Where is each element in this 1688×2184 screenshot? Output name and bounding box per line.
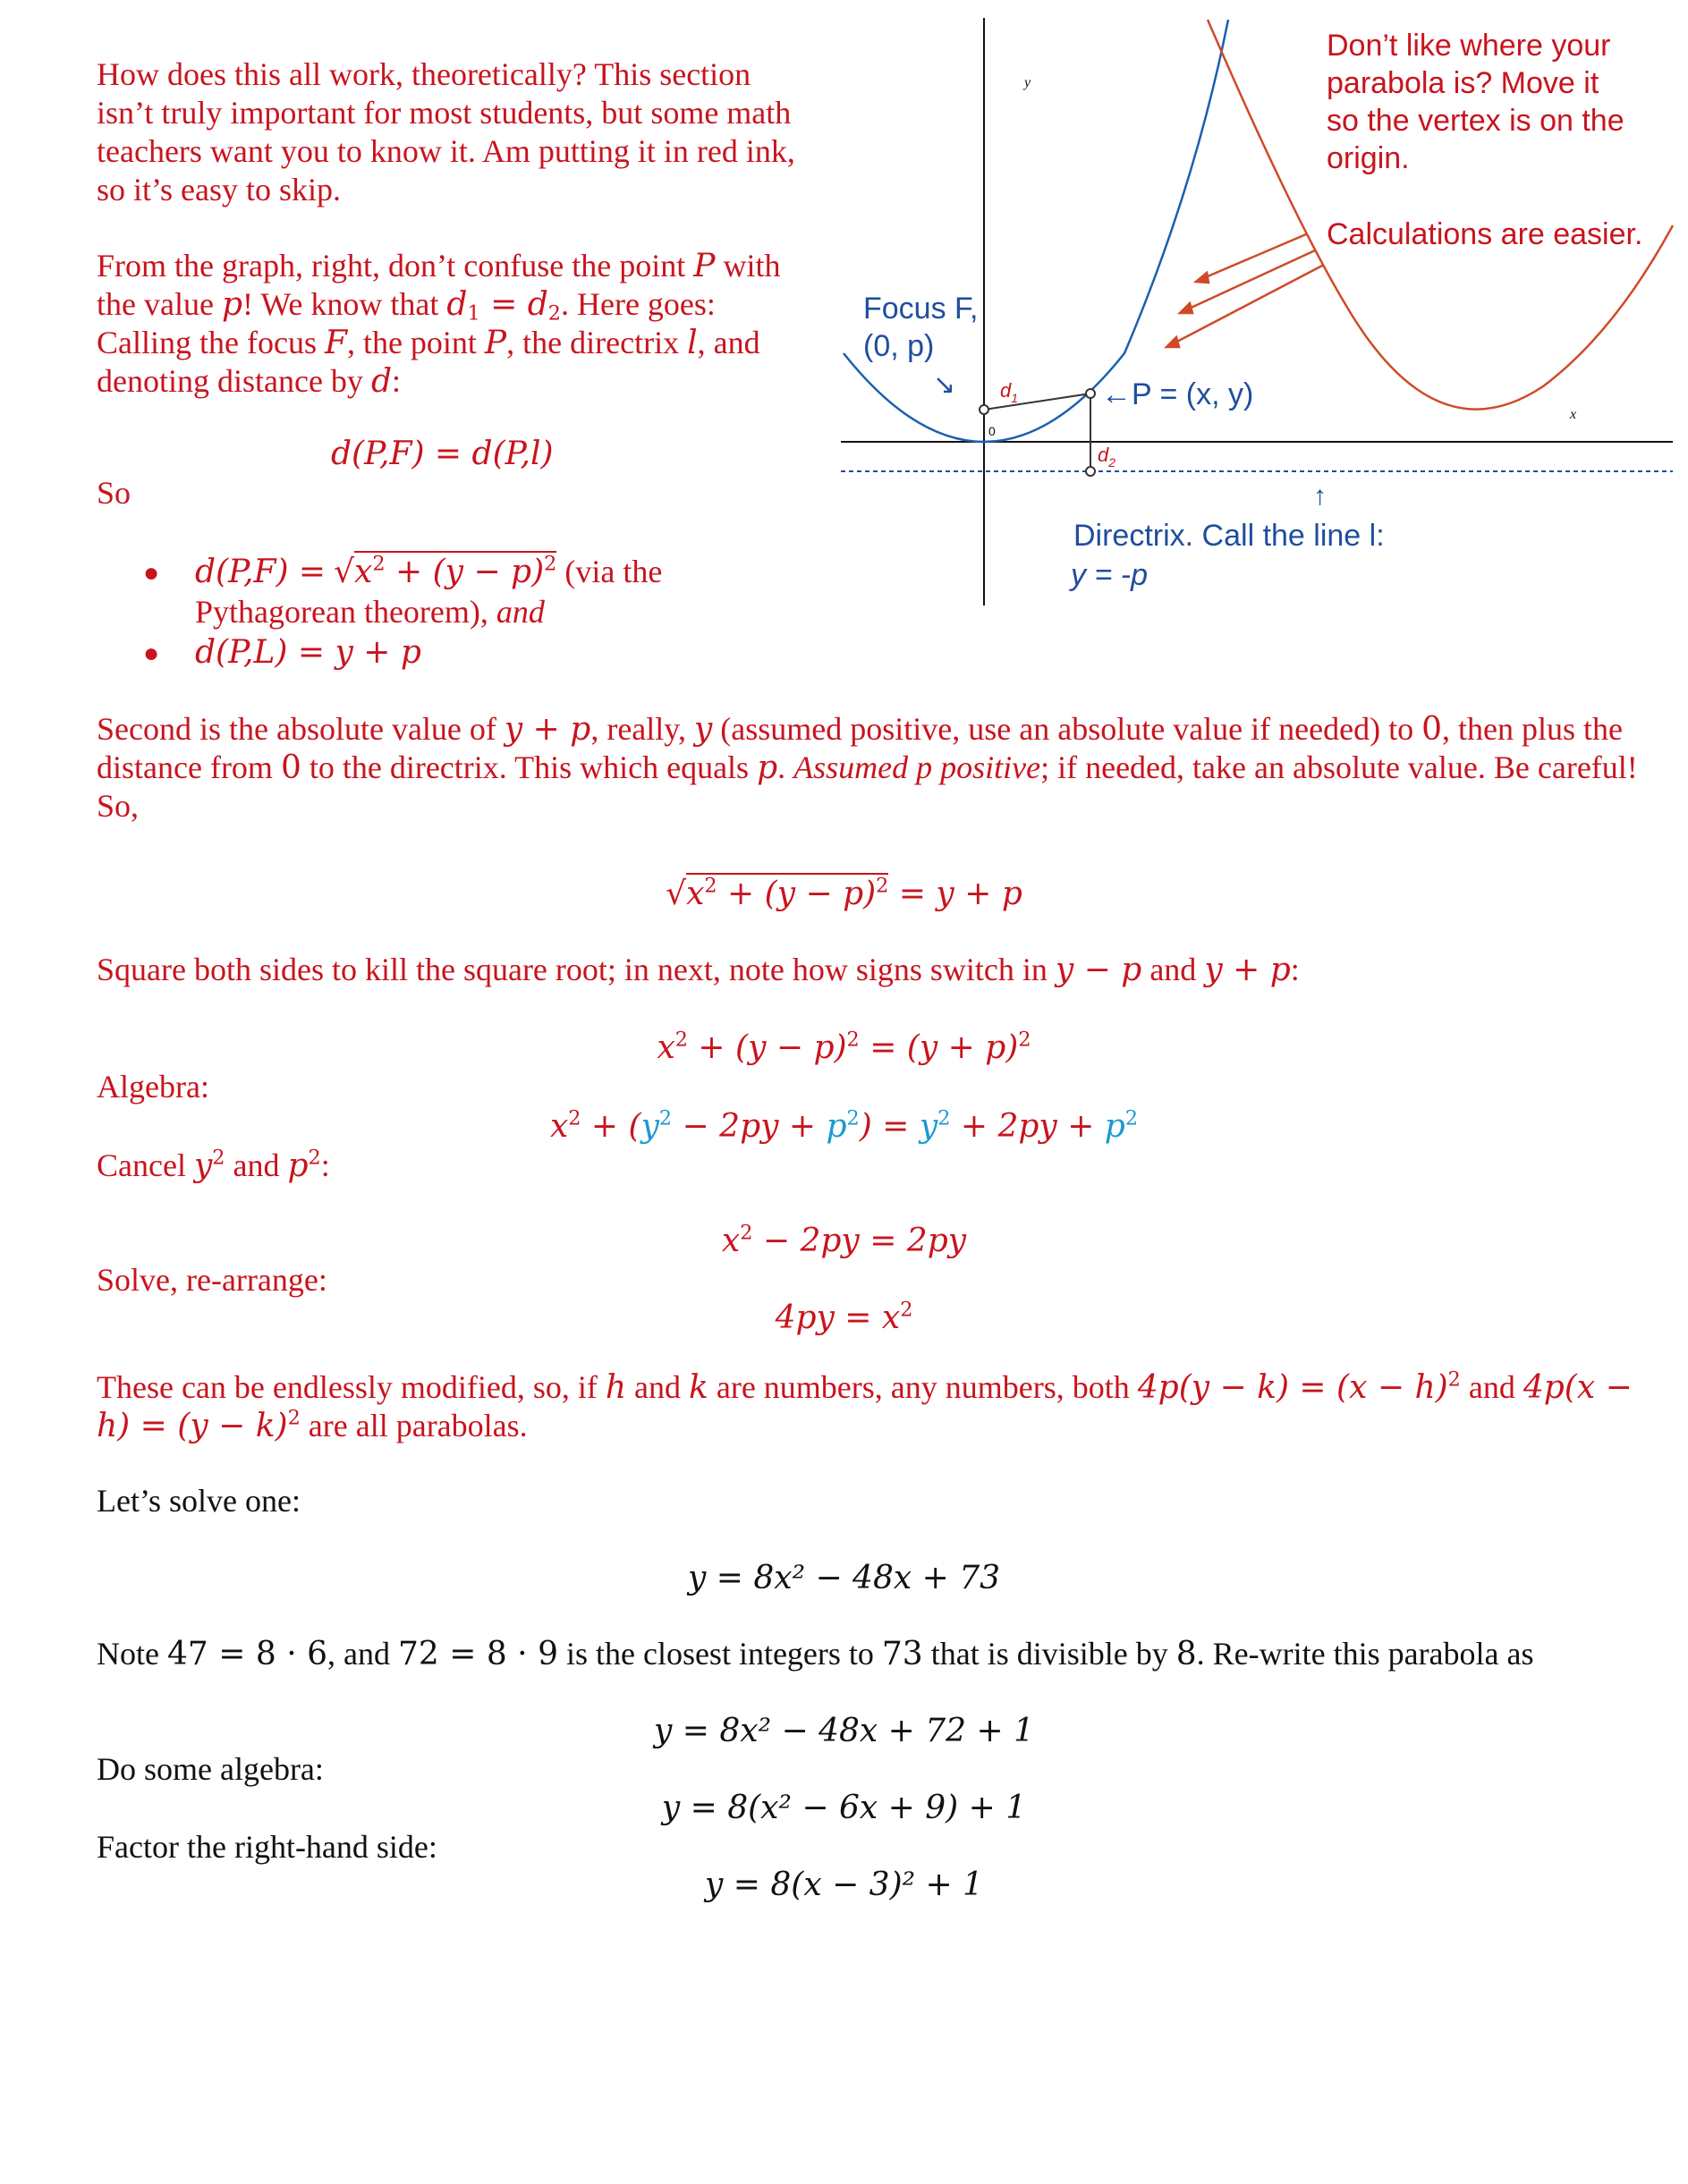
graph-para-line: From the graph, right, don’t confuse the point P with — [97, 248, 781, 284]
label-do-algebra: Do some algebra: — [97, 1751, 324, 1787]
svg-text:Focus F,: Focus F, — [863, 292, 979, 326]
equation-distance: d(P,F) = d(P,l) — [331, 436, 554, 472]
graph-para-line: Calling the focus F, the point P, the directrix l, and — [97, 325, 760, 361]
intro-line: isn’t truly important for most students, but some math — [97, 95, 792, 131]
label-lets-solve: Let’s solve one: — [97, 1483, 301, 1519]
equation-sqrt: $√x^2 + (y - p)^2 = y + p$ — [666, 874, 1022, 912]
directrix-arrow-icon: ↑ — [1313, 481, 1327, 511]
directrix-label-line1: Directrix. Call the line l: — [1073, 519, 1385, 553]
bullet-distance-focus: $d(P,F) = √x^2 + (y - p)^2$ (via the — [195, 552, 663, 590]
d1-label: $d_1$ — [1000, 379, 1019, 405]
worked-eq-original: y = 8x² − 48x + 73 — [687, 1560, 1001, 1596]
bullet-dot: ● — [143, 639, 160, 668]
label-factor: Factor the right-hand side: — [97, 1829, 437, 1865]
shift-arrows — [1166, 234, 1324, 347]
modified-para-line: $h) = (y - k)^2$ are all parabolas. — [97, 1406, 528, 1444]
directrix-label-line2: y = -p — [1071, 558, 1148, 592]
equation-cancelled: $x^2 - 2py = 2py$ — [721, 1221, 967, 1259]
bullet-pythagorean: Pythagorean theorem), and — [195, 594, 545, 630]
y-axis-label: y — [1024, 75, 1031, 90]
origin-label: 0 — [988, 424, 996, 438]
second-para-line: distance from 0 to the directrix. This which equals p. Assumed p positive; if needed, take an absolute value. Be careful! — [97, 749, 1638, 786]
label-cancel: Cancel $y^2$ and $p^2$: — [97, 1146, 330, 1184]
callout-line: so the vertex is on the — [1327, 104, 1624, 138]
callout-line: origin. — [1327, 141, 1410, 175]
second-para-line: Second is the absolute value of y + p, really, y (assumed positive, use an absolute value if needed) to 0, then plus the — [97, 711, 1623, 748]
callout-text — [1327, 29, 1642, 251]
bullet-dot: ● — [143, 558, 160, 588]
note-para: Note 47 = 8 · 6, and 72 = 8 · 9 is the closest integers to 73 that is divisible by 8. Re-write this parabola as — [97, 1636, 1534, 1672]
worked-eq-split: y = 8x² − 48x + 72 + 1 — [653, 1713, 1034, 1749]
focus-label — [863, 292, 978, 400]
so-label: So — [97, 475, 131, 511]
callout-line: Don’t like where your — [1327, 29, 1611, 63]
intro-line: so it’s easy to skip. — [97, 172, 342, 207]
intro-line: teachers want you to know it. Am putting it in red ink, — [97, 133, 795, 169]
graph-para-line: denoting distance by d: — [97, 363, 401, 400]
label-algebra: Algebra: — [97, 1069, 209, 1105]
callout-line: parabola is? Move it — [1327, 66, 1599, 100]
equation-squared: $x^2 + (y - p)^2 = (y + p)^2$ — [657, 1028, 1031, 1066]
focus-arrow-icon: ↘ — [933, 370, 956, 400]
square-para: Square both sides to kill the square root; in next, note how signs switch in y − p and y + p: — [97, 952, 1300, 988]
point-p — [1086, 389, 1095, 398]
callout-easier: Calculations are easier. — [1327, 217, 1643, 251]
parabola-figure — [827, 11, 1677, 619]
worked-eq-vertex-form: y = 8(x − 3)² + 1 — [704, 1867, 984, 1903]
svg-text:(0, p): (0, p) — [863, 329, 935, 363]
equation-expanded: $x^2 + (y^2 - 2py + p^2) = y^2 + 2py + p^2$ — [549, 1106, 1139, 1145]
worked-eq-grouped: y = 8(x² − 6x + 9) + 1 — [661, 1790, 1027, 1826]
equation-solved: $4py = x^2$ — [775, 1298, 913, 1336]
point-p-label: ←P = (x, y) — [1101, 377, 1254, 411]
focus-point — [980, 405, 988, 414]
d2-label: $d_2$ — [1098, 444, 1116, 470]
directrix-foot — [1086, 467, 1095, 476]
label-solve: Solve, re-arrange: — [97, 1262, 327, 1298]
bullet-distance-line: d(P,L) = y + p — [195, 634, 421, 671]
graph-para-line: the value p! We know that $d_1 = d_2$. Here goes: — [97, 286, 716, 326]
second-para-line: So, — [97, 788, 140, 824]
intro-line: How does this all work, theoretically? This section — [97, 56, 751, 92]
x-axis-label: x — [1570, 407, 1577, 422]
modified-para-line: These can be endlessly modified, so, if h and k are numbers, any numbers, both $4p(y - k) = (x - h)^2$ and 4p(x − — [97, 1367, 1633, 1406]
